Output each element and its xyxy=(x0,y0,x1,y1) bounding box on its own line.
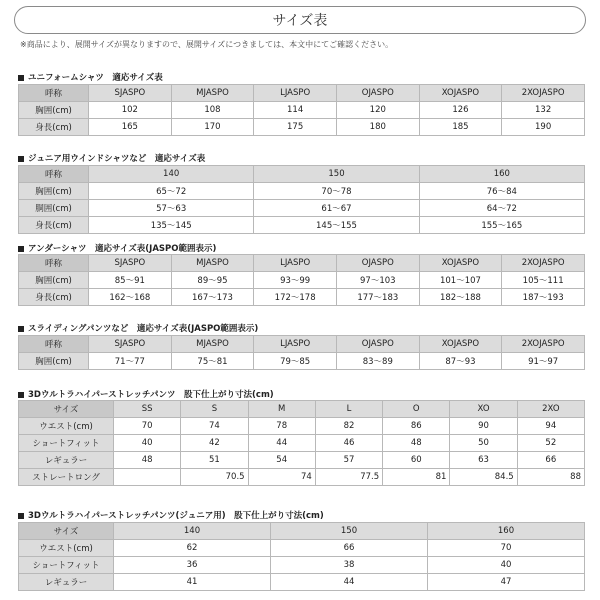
table-cell: 187〜193 xyxy=(502,289,585,306)
row-label: 身長(cm) xyxy=(19,217,89,234)
header-cell: S xyxy=(181,401,248,418)
row-label: 身長(cm) xyxy=(19,289,89,306)
table-cell: 40 xyxy=(428,557,585,574)
header-cell: XOJASPO xyxy=(419,85,502,102)
row-label: ショートフィット xyxy=(19,557,114,574)
bullet-square-icon xyxy=(18,326,24,332)
table-cell: 88 xyxy=(517,469,584,486)
table-cell: 97〜103 xyxy=(336,272,419,289)
table-cell: 50 xyxy=(450,435,517,452)
header-cell: 140 xyxy=(89,166,254,183)
table-cell: 90 xyxy=(450,418,517,435)
table-cell: 71〜77 xyxy=(89,353,172,370)
bullet-square-icon xyxy=(18,246,24,252)
header-cell: 呼称 xyxy=(19,85,89,102)
table-cell: 70 xyxy=(428,540,585,557)
table-cell: 162〜168 xyxy=(89,289,172,306)
table-row xyxy=(19,289,585,306)
table-cell: 65〜72 xyxy=(89,183,254,200)
table-cell: 177〜183 xyxy=(336,289,419,306)
table-cell: 86 xyxy=(383,418,450,435)
table-cell: 167〜173 xyxy=(171,289,254,306)
table-cell: 165 xyxy=(89,119,172,136)
table-header-row xyxy=(19,255,585,272)
table-cell: 57 xyxy=(315,452,382,469)
bullet-square-icon xyxy=(18,513,24,519)
header-cell: サイズ xyxy=(19,401,114,418)
table-cell: 74 xyxy=(248,469,315,486)
header-cell: サイズ xyxy=(19,523,114,540)
table-row xyxy=(19,574,585,591)
header-cell: LJASPO xyxy=(254,336,337,353)
table-cell: 105〜111 xyxy=(502,272,585,289)
header-cell: 150 xyxy=(254,166,419,183)
table-cell: 63 xyxy=(450,452,517,469)
table-cell: 52 xyxy=(517,435,584,452)
row-label: 身長(cm) xyxy=(19,119,89,136)
table-cell: 155〜165 xyxy=(419,217,584,234)
size-note: ※商品により、展開サイズが異なりますので、展開サイズにつきましては、本文中にてご確認ください。 xyxy=(20,40,394,49)
table-header-row xyxy=(19,336,585,353)
table-cell: 81 xyxy=(383,469,450,486)
table-header-row xyxy=(19,166,585,183)
bullet-square-icon xyxy=(18,75,24,81)
table-cell: 75〜81 xyxy=(171,353,254,370)
row-label: 胸囲(cm) xyxy=(19,272,89,289)
section-title-3d-stretch-pants-junior: 3Dウルトラハイパーストレッチパンツ(ジュニア用) 股下仕上がり寸法(cm) xyxy=(18,509,324,521)
row-label: ウエスト(cm) xyxy=(19,418,114,435)
table-cell: 41 xyxy=(114,574,271,591)
table-row xyxy=(19,353,585,370)
row-label: ストレートロング xyxy=(19,469,114,486)
table-cell: 70〜78 xyxy=(254,183,419,200)
table-cell: 93〜99 xyxy=(254,272,337,289)
header-cell: 150 xyxy=(271,523,428,540)
table-row xyxy=(19,217,585,234)
table-cell: 76〜84 xyxy=(419,183,584,200)
page-title: サイズ表 xyxy=(14,6,586,34)
section-title-sliding-pants: スライディングパンツなど 適応サイズ表(JASPO範囲表示) xyxy=(18,322,258,334)
table-cell: 40 xyxy=(114,435,181,452)
table-cell: 44 xyxy=(248,435,315,452)
header-cell: OJASPO xyxy=(336,255,419,272)
table-cell: 82 xyxy=(315,418,382,435)
table-uniform-shirt xyxy=(18,84,585,136)
table-cell: 77.5 xyxy=(315,469,382,486)
header-cell: 140 xyxy=(114,523,271,540)
section-title-3d-stretch-pants: 3Dウルトラハイパーストレッチパンツ 股下仕上がり寸法(cm) xyxy=(18,388,274,400)
row-label: レギュラー xyxy=(19,574,114,591)
table-cell: 44 xyxy=(271,574,428,591)
table-cell: 54 xyxy=(248,452,315,469)
table-cell: 145〜155 xyxy=(254,217,419,234)
table-cell: 89〜95 xyxy=(171,272,254,289)
table-junior-wind-shirt xyxy=(18,165,585,234)
header-cell: SJASPO xyxy=(89,336,172,353)
table-cell: 85〜91 xyxy=(89,272,172,289)
header-cell: SS xyxy=(114,401,181,418)
table-cell: 79〜85 xyxy=(254,353,337,370)
header-cell: MJASPO xyxy=(171,336,254,353)
table-cell: 70 xyxy=(114,418,181,435)
table-cell: 132 xyxy=(502,102,585,119)
table-cell: 91〜97 xyxy=(502,353,585,370)
table-header-row xyxy=(19,85,585,102)
table-cell: 66 xyxy=(271,540,428,557)
header-cell: LJASPO xyxy=(254,255,337,272)
table-header-row xyxy=(19,523,585,540)
table-cell: 51 xyxy=(181,452,248,469)
table-cell: 175 xyxy=(254,119,337,136)
row-label: 胸囲(cm) xyxy=(19,353,89,370)
row-label: 胸囲(cm) xyxy=(19,183,89,200)
table-cell: 102 xyxy=(89,102,172,119)
table-row xyxy=(19,200,585,217)
section-title-junior-wind-shirt: ジュニア用ウインドシャツなど 適応サイズ表 xyxy=(18,152,205,164)
table-cell: 60 xyxy=(383,452,450,469)
header-cell: 2XOJASPO xyxy=(502,255,585,272)
table-cell: 114 xyxy=(254,102,337,119)
table-cell: 108 xyxy=(171,102,254,119)
table-cell: 66 xyxy=(517,452,584,469)
table-3d-stretch-pants-junior xyxy=(18,522,585,591)
table-cell: 36 xyxy=(114,557,271,574)
table-cell: 182〜188 xyxy=(419,289,502,306)
header-cell: L xyxy=(315,401,382,418)
row-label: ウエスト(cm) xyxy=(19,540,114,557)
header-cell: 呼称 xyxy=(19,255,89,272)
header-cell: MJASPO xyxy=(171,255,254,272)
table-cell: 126 xyxy=(419,102,502,119)
table-cell xyxy=(114,469,181,486)
table-header-row xyxy=(19,401,585,418)
table-cell: 64〜72 xyxy=(419,200,584,217)
table-cell: 170 xyxy=(171,119,254,136)
bullet-square-icon xyxy=(18,392,24,398)
table-cell: 87〜93 xyxy=(419,353,502,370)
table-cell: 84.5 xyxy=(450,469,517,486)
table-cell: 101〜107 xyxy=(419,272,502,289)
table-row xyxy=(19,435,585,452)
header-cell: 160 xyxy=(419,166,584,183)
table-row xyxy=(19,272,585,289)
header-cell: SJASPO xyxy=(89,85,172,102)
header-cell: LJASPO xyxy=(254,85,337,102)
table-row xyxy=(19,102,585,119)
header-cell: OJASPO xyxy=(336,336,419,353)
table-cell: 46 xyxy=(315,435,382,452)
header-cell: 2XOJASPO xyxy=(502,85,585,102)
header-cell: 2XO xyxy=(517,401,584,418)
table-cell: 83〜89 xyxy=(336,353,419,370)
table-cell: 74 xyxy=(181,418,248,435)
table-under-shirt xyxy=(18,254,585,306)
header-cell: 呼称 xyxy=(19,336,89,353)
section-title-uniform-shirt: ユニフォームシャツ 適応サイズ表 xyxy=(18,71,163,83)
table-row xyxy=(19,418,585,435)
table-cell: 120 xyxy=(336,102,419,119)
table-row xyxy=(19,469,585,486)
table-cell: 180 xyxy=(336,119,419,136)
row-label: 胴囲(cm) xyxy=(19,200,89,217)
table-cell: 94 xyxy=(517,418,584,435)
header-cell: XOJASPO xyxy=(419,336,502,353)
header-cell: 2XOJASPO xyxy=(502,336,585,353)
table-cell: 62 xyxy=(114,540,271,557)
table-sliding-pants xyxy=(18,335,585,370)
header-cell: O xyxy=(383,401,450,418)
header-cell: OJASPO xyxy=(336,85,419,102)
row-label: 胸囲(cm) xyxy=(19,102,89,119)
table-cell: 48 xyxy=(383,435,450,452)
table-row xyxy=(19,119,585,136)
table-row xyxy=(19,557,585,574)
section-title-under-shirt: アンダーシャツ 適応サイズ表(JASPO範囲表示) xyxy=(18,242,216,254)
table-cell: 70.5 xyxy=(181,469,248,486)
table-cell: 61〜67 xyxy=(254,200,419,217)
table-cell: 190 xyxy=(502,119,585,136)
row-label: レギュラー xyxy=(19,452,114,469)
bullet-square-icon xyxy=(18,156,24,162)
header-cell: XOJASPO xyxy=(419,255,502,272)
table-cell: 185 xyxy=(419,119,502,136)
table-cell: 135〜145 xyxy=(89,217,254,234)
table-cell: 57〜63 xyxy=(89,200,254,217)
table-cell: 47 xyxy=(428,574,585,591)
table-cell: 42 xyxy=(181,435,248,452)
table-row xyxy=(19,183,585,200)
table-cell: 78 xyxy=(248,418,315,435)
header-cell: M xyxy=(248,401,315,418)
table-cell: 48 xyxy=(114,452,181,469)
header-cell: 呼称 xyxy=(19,166,89,183)
table-row xyxy=(19,540,585,557)
header-cell: SJASPO xyxy=(89,255,172,272)
table-cell: 38 xyxy=(271,557,428,574)
row-label: ショートフィット xyxy=(19,435,114,452)
table-row xyxy=(19,452,585,469)
header-cell: MJASPO xyxy=(171,85,254,102)
header-cell: 160 xyxy=(428,523,585,540)
table-3d-stretch-pants xyxy=(18,400,585,486)
table-cell: 172〜178 xyxy=(254,289,337,306)
header-cell: XO xyxy=(450,401,517,418)
